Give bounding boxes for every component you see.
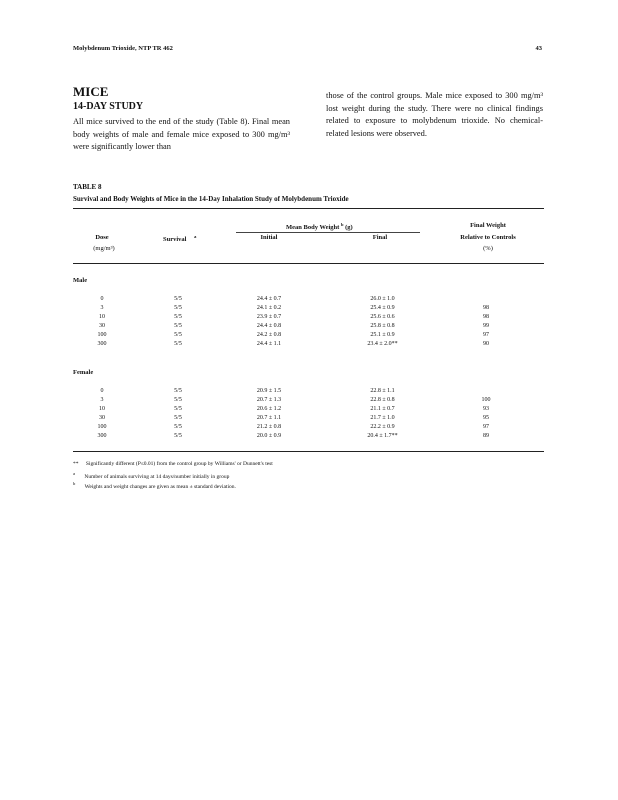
cell-initial: 24.2 ± 0.8 [256, 332, 282, 338]
cell-final: 21.7 ± 1.0 [370, 415, 395, 421]
header-initial: Initial [260, 234, 278, 241]
body-text-right: those of the control groups. Male mice exposed to 300 mg/m³ lost weight during the study. There were no clinical findings related to exposure to molybdenum trioxide. No chemical-related lesions were observed. [326, 91, 543, 138]
header-relative: Relative to Controls [460, 234, 516, 241]
cell-initial: 24.1 ± 0.2 [256, 305, 282, 311]
mean-body-weight-footnote-mark: b [340, 222, 344, 227]
cell-dose: 300 [97, 341, 107, 347]
survival-footnote-mark: a [194, 234, 197, 239]
cell-relative: 98 [483, 305, 489, 311]
cell-final: 25.4 ± 0.9 [370, 305, 395, 311]
cell-survival: 5/5 [174, 406, 182, 412]
header-percent: (%) [483, 245, 493, 252]
cell-final: 22.8 ± 1.1 [370, 388, 395, 394]
cell-survival: 5/5 [174, 388, 182, 394]
cell-dose: 3 [100, 397, 104, 403]
footnote-mark: b [73, 481, 76, 486]
cell-initial: 24.4 ± 0.7 [256, 296, 282, 302]
footnote-survival [73, 471, 229, 480]
cell-final: 23.4 ± 2.0** [367, 341, 398, 347]
cell-relative: 93 [483, 406, 489, 412]
cell-survival: 5/5 [174, 424, 182, 430]
cell-relative: 89 [483, 433, 489, 439]
body-text-left: All mice survived to the end of the study (Table 8). Final mean body weights of male and female mice exposed to 300 mg/m³ were significantly lower than [73, 117, 290, 151]
footnote-mark: ** [73, 461, 79, 467]
cell-dose: 100 [97, 424, 107, 430]
cell-survival: 5/5 [174, 323, 182, 329]
section-title: MICE [73, 84, 109, 99]
footnote-mark: a [73, 471, 76, 476]
cell-initial: 20.0 ± 0.9 [256, 433, 282, 439]
cell-initial: 23.9 ± 0.7 [256, 314, 282, 320]
cell-survival: 5/5 [174, 332, 182, 338]
footnote-significance [73, 461, 273, 467]
cell-survival: 5/5 [174, 341, 182, 347]
mean-weight-underline [236, 232, 420, 233]
cell-initial: 21.2 ± 0.8 [256, 424, 282, 430]
cell-dose: 10 [99, 406, 105, 412]
cell-dose: 10 [99, 314, 105, 320]
group-label-male: Male [73, 277, 88, 284]
cell-final: 22.2 ± 0.9 [370, 424, 395, 430]
cell-dose: 0 [100, 296, 104, 302]
table-caption: Survival and Body Weights of Mice in the 14-Day Inhalation Study of Molybdenum Trioxide [73, 195, 349, 203]
table-header-rule [73, 263, 544, 264]
header-final: Final [372, 234, 388, 241]
cell-dose: 30 [99, 323, 105, 329]
cell-initial: 20.6 ± 1.2 [256, 406, 282, 412]
table-bottom-rule [73, 451, 544, 452]
cell-initial: 24.4 ± 0.8 [256, 323, 282, 329]
cell-final: 25.1 ± 0.9 [370, 332, 395, 338]
group-label-female: Female [73, 369, 94, 376]
cell-final: 25.8 ± 0.8 [370, 323, 395, 329]
table-top-rule [73, 208, 544, 209]
cell-final: 20.4 ± 1.7** [367, 433, 398, 439]
cell-dose: 0 [100, 388, 104, 394]
cell-relative: 99 [483, 323, 489, 329]
cell-relative: 100 [481, 397, 491, 403]
page-number: 43 [535, 45, 542, 52]
header-dose: Dose [95, 234, 109, 241]
footnote-text: Significantly different (P≤0.01) from the control group by Williams' or Dunnett's test [85, 461, 273, 467]
header-dose-unit: (mg/m³) [93, 245, 115, 252]
cell-dose: 100 [97, 332, 107, 338]
mean-body-weight-unit: (g) [345, 224, 353, 232]
cell-relative: 97 [483, 424, 489, 430]
cell-initial: 20.7 ± 1.1 [256, 415, 282, 421]
cell-dose: 300 [97, 433, 107, 439]
cell-survival: 5/5 [174, 415, 182, 421]
running-header-title: Molybdenum Trioxide, NTP TR 462 [73, 45, 173, 52]
cell-survival: 5/5 [174, 314, 182, 320]
cell-survival: 5/5 [174, 397, 182, 403]
cell-initial: 20.9 ± 1.5 [256, 388, 282, 394]
footnote-text: Number of animals surviving at 14 days/number initially in group [84, 473, 230, 480]
cell-final: 21.1 ± 0.7 [370, 406, 395, 412]
cell-initial: 20.7 ± 1.3 [256, 397, 282, 403]
cell-final: 22.8 ± 0.8 [370, 397, 395, 403]
survival-label: Survival [163, 236, 187, 244]
cell-relative: 90 [483, 341, 489, 347]
cell-survival: 5/5 [174, 296, 182, 302]
header-survival [163, 234, 196, 243]
cell-final: 26.0 ± 1.0 [370, 296, 395, 302]
cell-initial: 24.4 ± 1.1 [256, 341, 282, 347]
cell-relative: 95 [483, 415, 489, 421]
cell-dose: 3 [100, 305, 104, 311]
section-subtitle: 14-DAY STUDY [73, 101, 144, 112]
cell-dose: 30 [99, 415, 105, 421]
cell-final: 25.6 ± 0.6 [370, 314, 395, 320]
cell-relative: 97 [483, 332, 489, 338]
cell-survival: 5/5 [174, 305, 182, 311]
header-final-weight: Final Weight [470, 222, 506, 229]
cell-relative: 98 [483, 314, 489, 320]
header-mean-body-weight [286, 222, 353, 231]
footnote-text: Weights and weight changes are given as mean ± standard deviation. [84, 483, 236, 490]
table-label: TABLE 8 [73, 183, 102, 191]
cell-survival: 5/5 [174, 433, 182, 439]
footnote-weights [73, 481, 236, 490]
mean-body-weight-label: Mean Body Weight [286, 224, 340, 232]
